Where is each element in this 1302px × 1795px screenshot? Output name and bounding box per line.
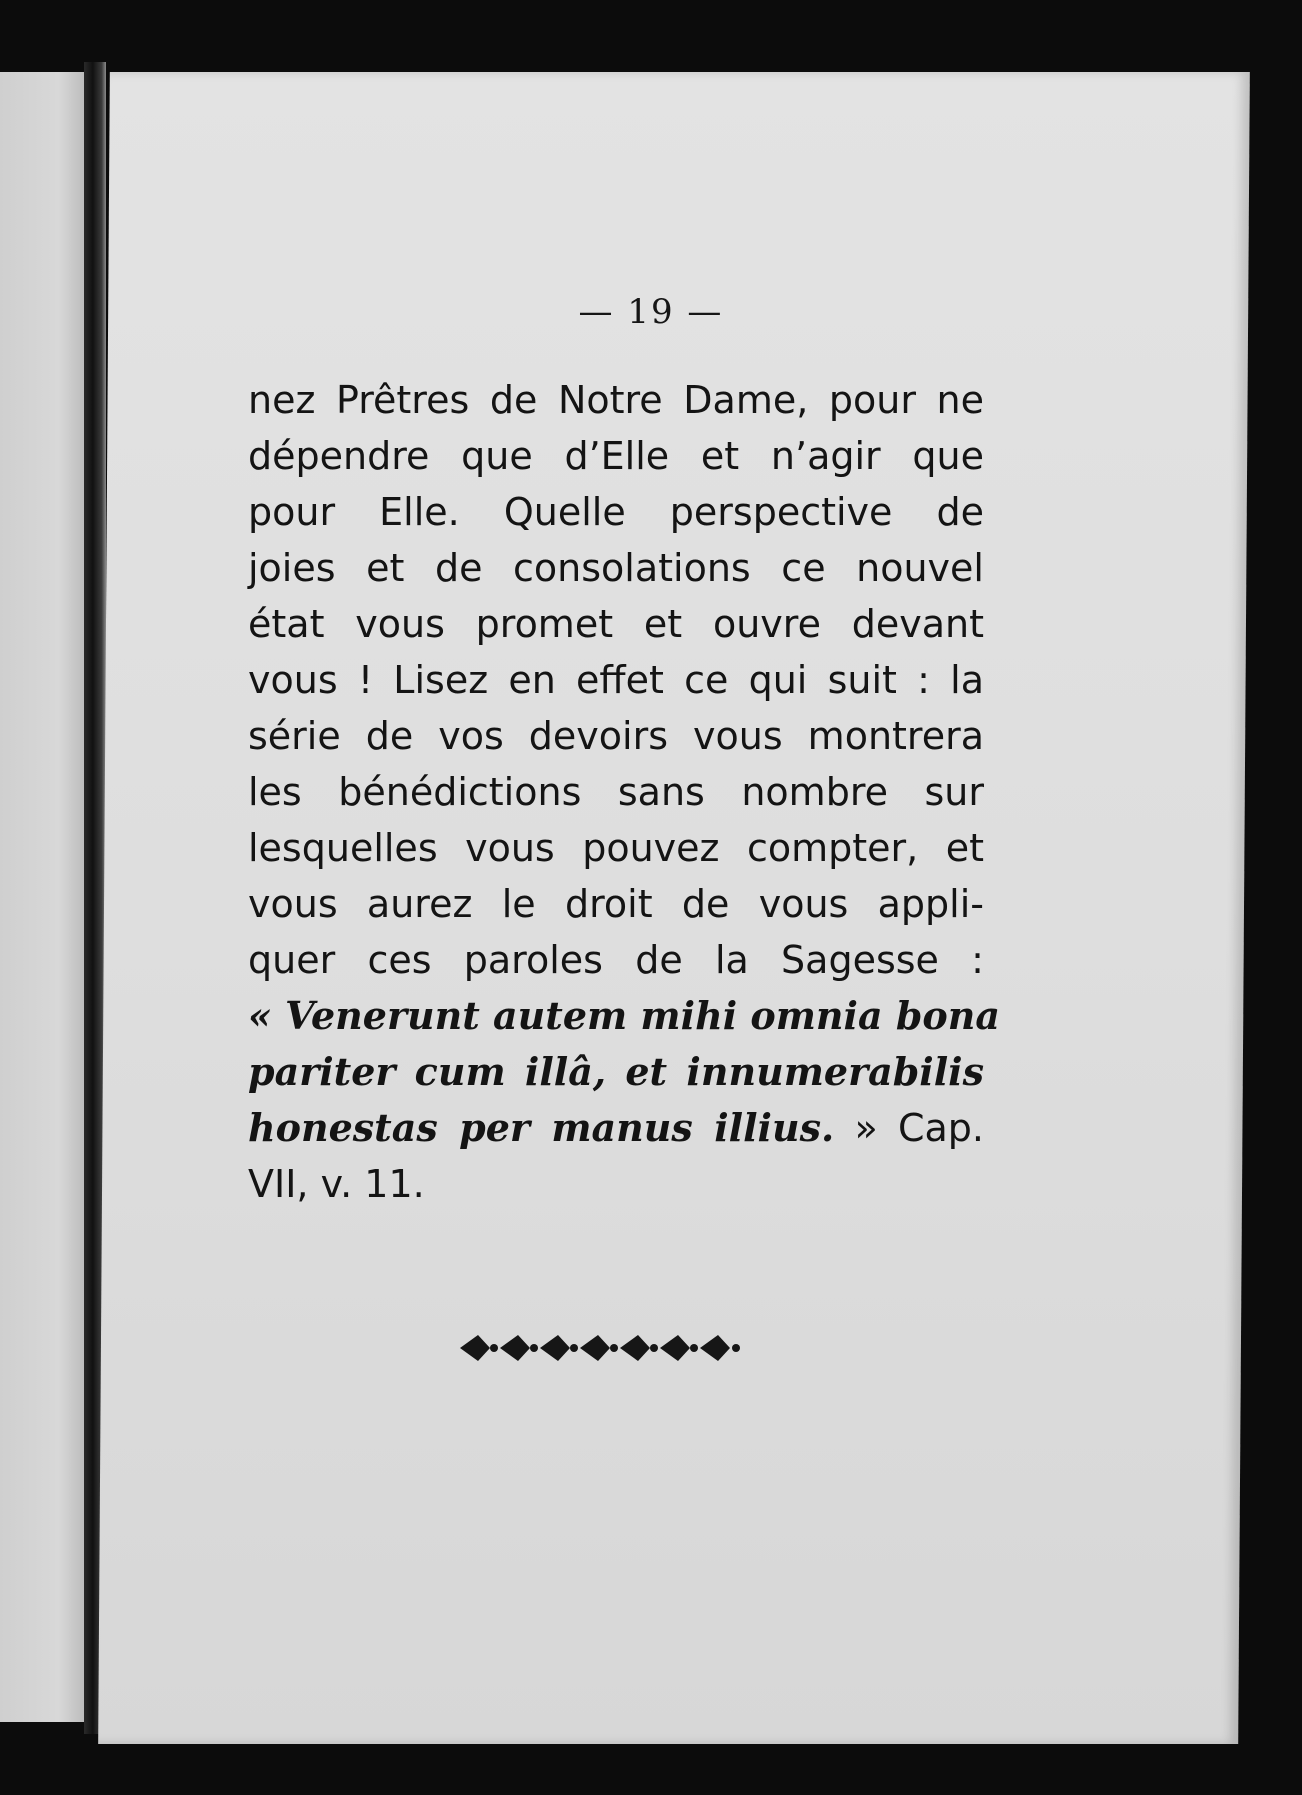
text-line: dépendre que d’Elle et n’agir que bbox=[248, 434, 984, 478]
text-line: série de vos devoirs vous montrera bbox=[248, 714, 984, 758]
text-line: état vous promet et ouvre devant bbox=[248, 602, 984, 646]
latin-quote-line: « Venerunt autem mihi omnia bona bbox=[248, 993, 1001, 1038]
text-line: lesquelles vous pouvez compter, et bbox=[248, 826, 984, 870]
text-line: joies et de consolations ce nouvel bbox=[248, 546, 984, 590]
latin-quote-citation-line bbox=[248, 1100, 984, 1156]
text-line: vous aurez le droit de vous appli- bbox=[248, 882, 984, 926]
latin-quote-end: honestas per manus illius. bbox=[248, 1105, 835, 1150]
text-line: nez Prêtres de Notre Dame, pour ne bbox=[248, 378, 984, 422]
body-text bbox=[248, 372, 1001, 1212]
text-line: quer ces paroles de la Sagesse : bbox=[248, 938, 984, 982]
decorative-ornament bbox=[456, 1327, 746, 1369]
citation-start: » Cap. bbox=[834, 1106, 985, 1150]
text-line: pour Elle. Quelle perspective de bbox=[248, 490, 984, 534]
page-number: — 19 — bbox=[578, 292, 724, 332]
latin-quote-line: pariter cum illâ, et innumerabilis bbox=[248, 1049, 984, 1094]
text-line: vous ! Lisez en effet ce qui suit : la bbox=[248, 658, 984, 702]
citation-reference: VII, v. 11. bbox=[248, 1162, 425, 1206]
text-line: les bénédictions sans nombre sur bbox=[248, 770, 984, 814]
